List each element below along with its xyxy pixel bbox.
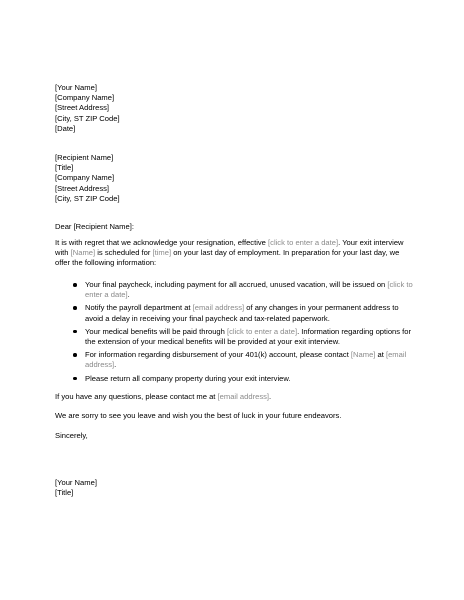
- questions-text-2: .: [269, 392, 272, 401]
- questions-paragraph: [55, 392, 415, 402]
- list-item-medical-benefits: [55, 327, 415, 347]
- signature-block: [55, 478, 415, 498]
- recipient-street[interactable]: [Street Address]: [55, 183, 110, 193]
- effective-date-placeholder[interactable]: [click to enter a date]: [268, 238, 339, 247]
- intro-text-4: on your last day of employment. In preparation for your last day, we offer the following information:: [55, 248, 400, 268]
- medical-text-1: Your medical benefits will be paid through: [85, 326, 227, 336]
- list-item-payroll: [55, 303, 415, 323]
- payroll-text-1: Notify the payroll department at: [85, 303, 193, 313]
- information-list: [55, 280, 415, 387]
- signature-name[interactable]: [Your Name]: [55, 478, 97, 487]
- questions-text-1: If you have any questions, please contact me at: [55, 392, 218, 401]
- interviewer-name-placeholder[interactable]: [Name]: [70, 248, 96, 258]
- paycheck-date-placeholder[interactable]: [click to enter a date]: [85, 280, 413, 300]
- recipient-company[interactable]: [Company Name]: [55, 173, 115, 183]
- bullet-icon: [73, 353, 77, 357]
- paycheck-text-1: Your final paycheck, including payment for all accrued, unused vacation, will be issued on: [85, 280, 388, 289]
- bullet-icon: [73, 306, 77, 310]
- bullet-icon: [73, 377, 77, 381]
- payroll-email-placeholder[interactable]: [email address]: [192, 303, 245, 313]
- payroll-text-2: of any changes in your permanent address to avoid a delay in receiving your final paycheck and tax-related paperwork.: [85, 303, 399, 323]
- intro-text-3: is scheduled for: [95, 248, 153, 258]
- salutation: [55, 222, 415, 232]
- sender-company[interactable]: [Company Name]: [55, 93, 115, 103]
- list-item-401k: [55, 350, 415, 370]
- recipient-name[interactable]: [Recipient Name]: [55, 153, 114, 162]
- medical-date-placeholder[interactable]: [click to enter a date]: [226, 326, 298, 336]
- intro-paragraph: [55, 238, 415, 269]
- intro-text-2: . Your exit interview with: [55, 238, 404, 258]
- medical-text-2: . Information regarding options for the extension of your medical benefits will be provided at your exit interview.: [85, 326, 412, 347]
- list-item-company-property: [55, 374, 415, 384]
- farewell-paragraph: [55, 411, 415, 421]
- intro-text-1: It is with regret that we acknowledge your resignation, effective: [55, 238, 269, 247]
- paycheck-text-2: .: [127, 290, 130, 300]
- 401k-email-placeholder[interactable]: [email address]: [85, 350, 407, 370]
- sender-address-block: [55, 83, 415, 134]
- recipient-address-block: [55, 153, 415, 204]
- list-item-final-paycheck: [55, 280, 415, 300]
- farewell-text: We are sorry to see you leave and wish you the best of luck in your future endeavors.: [55, 411, 342, 420]
- letter-date[interactable]: [Date]: [55, 123, 76, 133]
- intro-text: [55, 238, 415, 269]
- sender-city[interactable]: [City, ST ZIP Code]: [55, 113, 120, 123]
- bullet-icon: [73, 283, 77, 287]
- 401k-text-2: at: [375, 350, 386, 360]
- sender-street[interactable]: [Street Address]: [55, 103, 110, 113]
- property-text: Please return all company property during your exit interview.: [85, 373, 291, 383]
- interview-time-placeholder[interactable]: [time]: [152, 248, 172, 258]
- salutation-text[interactable]: Dear [Recipient Name]:: [55, 222, 134, 231]
- closing: [55, 431, 415, 441]
- recipient-city[interactable]: [City, ST ZIP Code]: [55, 193, 120, 203]
- sender-name[interactable]: [Your Name]: [55, 83, 97, 92]
- contact-email-placeholder[interactable]: [email address]: [217, 392, 270, 401]
- closing-text: Sincerely,: [55, 431, 88, 440]
- signature-title[interactable]: [Title]: [55, 488, 74, 498]
- 401k-text-3: .: [114, 360, 117, 370]
- bullet-icon: [73, 330, 77, 334]
- 401k-contact-name-placeholder[interactable]: [Name]: [350, 350, 376, 360]
- 401k-text-1: For information regarding disbursement of your 401(k) account, please contact: [85, 350, 351, 360]
- recipient-title[interactable]: [Title]: [55, 163, 74, 173]
